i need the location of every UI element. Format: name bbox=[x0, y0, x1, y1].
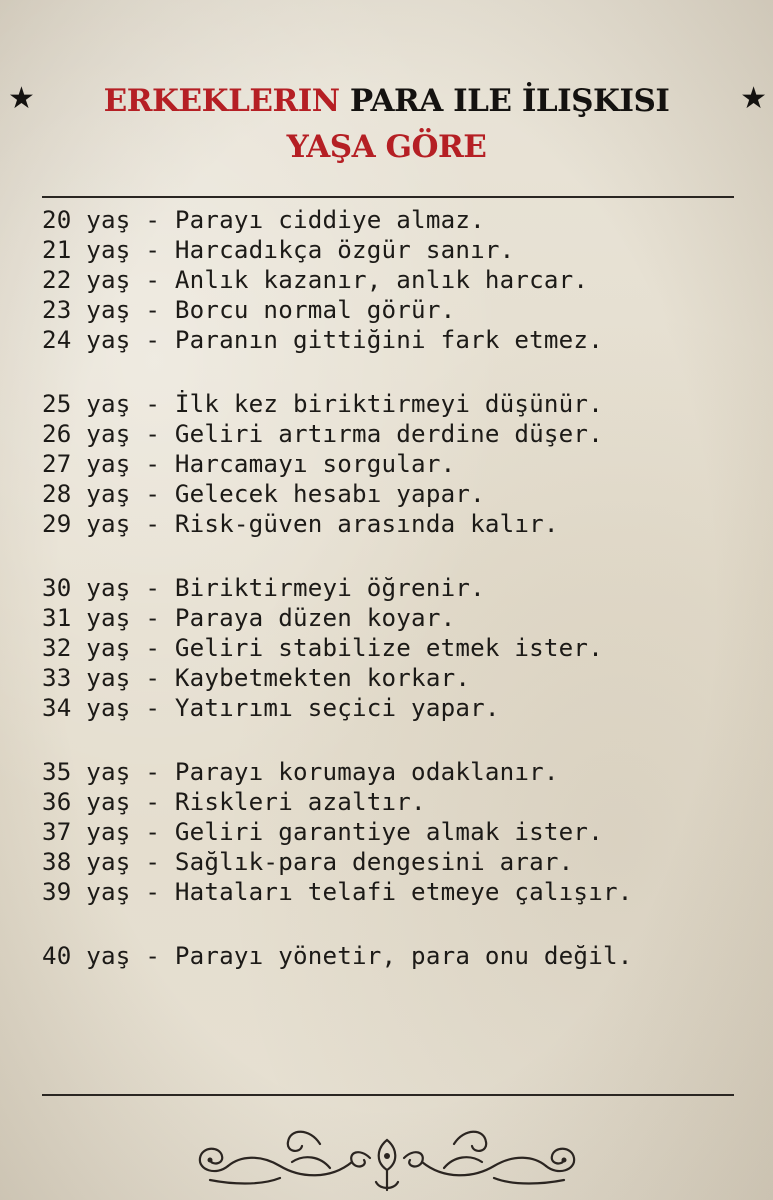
age-group bbox=[42, 573, 742, 723]
list-item: 32 yaş - Geliri stabilize etmek ister. bbox=[42, 634, 603, 662]
list-item: 26 yaş - Geliri artırma derdine düşer. bbox=[42, 420, 603, 448]
list-item: 37 yaş - Geliri garantiye almak ister. bbox=[42, 818, 603, 846]
list-item: 29 yaş - Risk-güven arasında kalır. bbox=[42, 510, 559, 538]
age-group bbox=[42, 941, 742, 971]
list-item: 39 yaş - Hataları telafi etmeye çalışır. bbox=[42, 878, 633, 906]
list-item: 23 yaş - Borcu normal görür. bbox=[42, 296, 456, 324]
list-item: 24 yaş - Paranın gittiğini fark etmez. bbox=[42, 326, 603, 354]
list-item: 28 yaş - Gelecek hesabı yapar. bbox=[42, 480, 485, 508]
list-item: 25 yaş - İlk kez biriktirmeyi düşünür. bbox=[42, 390, 603, 418]
list-item: 21 yaş - Harcadıkça özgür sanır. bbox=[42, 236, 515, 264]
list-item: 38 yaş - Sağlık-para dengesini arar. bbox=[42, 848, 574, 876]
list-item: 20 yaş - Parayı ciddiye almaz. bbox=[42, 206, 485, 234]
star-icon: ★ bbox=[8, 81, 35, 116]
title-black-words: PARA ILE İLIŞKISI bbox=[349, 83, 670, 119]
list-item: 34 yaş - Yatırımı seçici yapar. bbox=[42, 694, 500, 722]
age-group bbox=[42, 757, 742, 907]
bottom-divider bbox=[42, 1094, 734, 1096]
list-item: 22 yaş - Anlık kazanır, anlık harcar. bbox=[42, 266, 589, 294]
list-item: 33 yaş - Kaybetmekten korkar. bbox=[42, 664, 471, 692]
age-list bbox=[42, 205, 742, 971]
title-red-word: ERKEKLERIN bbox=[103, 83, 340, 119]
list-item: 27 yaş - Harcamayı sorgular. bbox=[42, 450, 456, 478]
age-group bbox=[42, 389, 742, 539]
star-icon: ★ bbox=[740, 81, 767, 116]
poster-header bbox=[0, 78, 773, 170]
top-divider bbox=[42, 196, 734, 198]
list-item: 35 yaş - Parayı korumaya odaklanır. bbox=[42, 758, 559, 786]
list-item: 31 yaş - Paraya düzen koyar. bbox=[42, 604, 456, 632]
age-group bbox=[42, 205, 742, 355]
list-item: 30 yaş - Biriktirmeyi öğrenir. bbox=[42, 574, 485, 602]
scroll-flourish-icon bbox=[180, 1118, 595, 1200]
list-item: 36 yaş - Riskleri azaltır. bbox=[42, 788, 426, 816]
list-item: 40 yaş - Parayı yönetir, para onu değil. bbox=[42, 942, 633, 970]
title-line-1 bbox=[0, 78, 773, 124]
title-line-2: YAŞA GÖRE bbox=[286, 129, 487, 165]
